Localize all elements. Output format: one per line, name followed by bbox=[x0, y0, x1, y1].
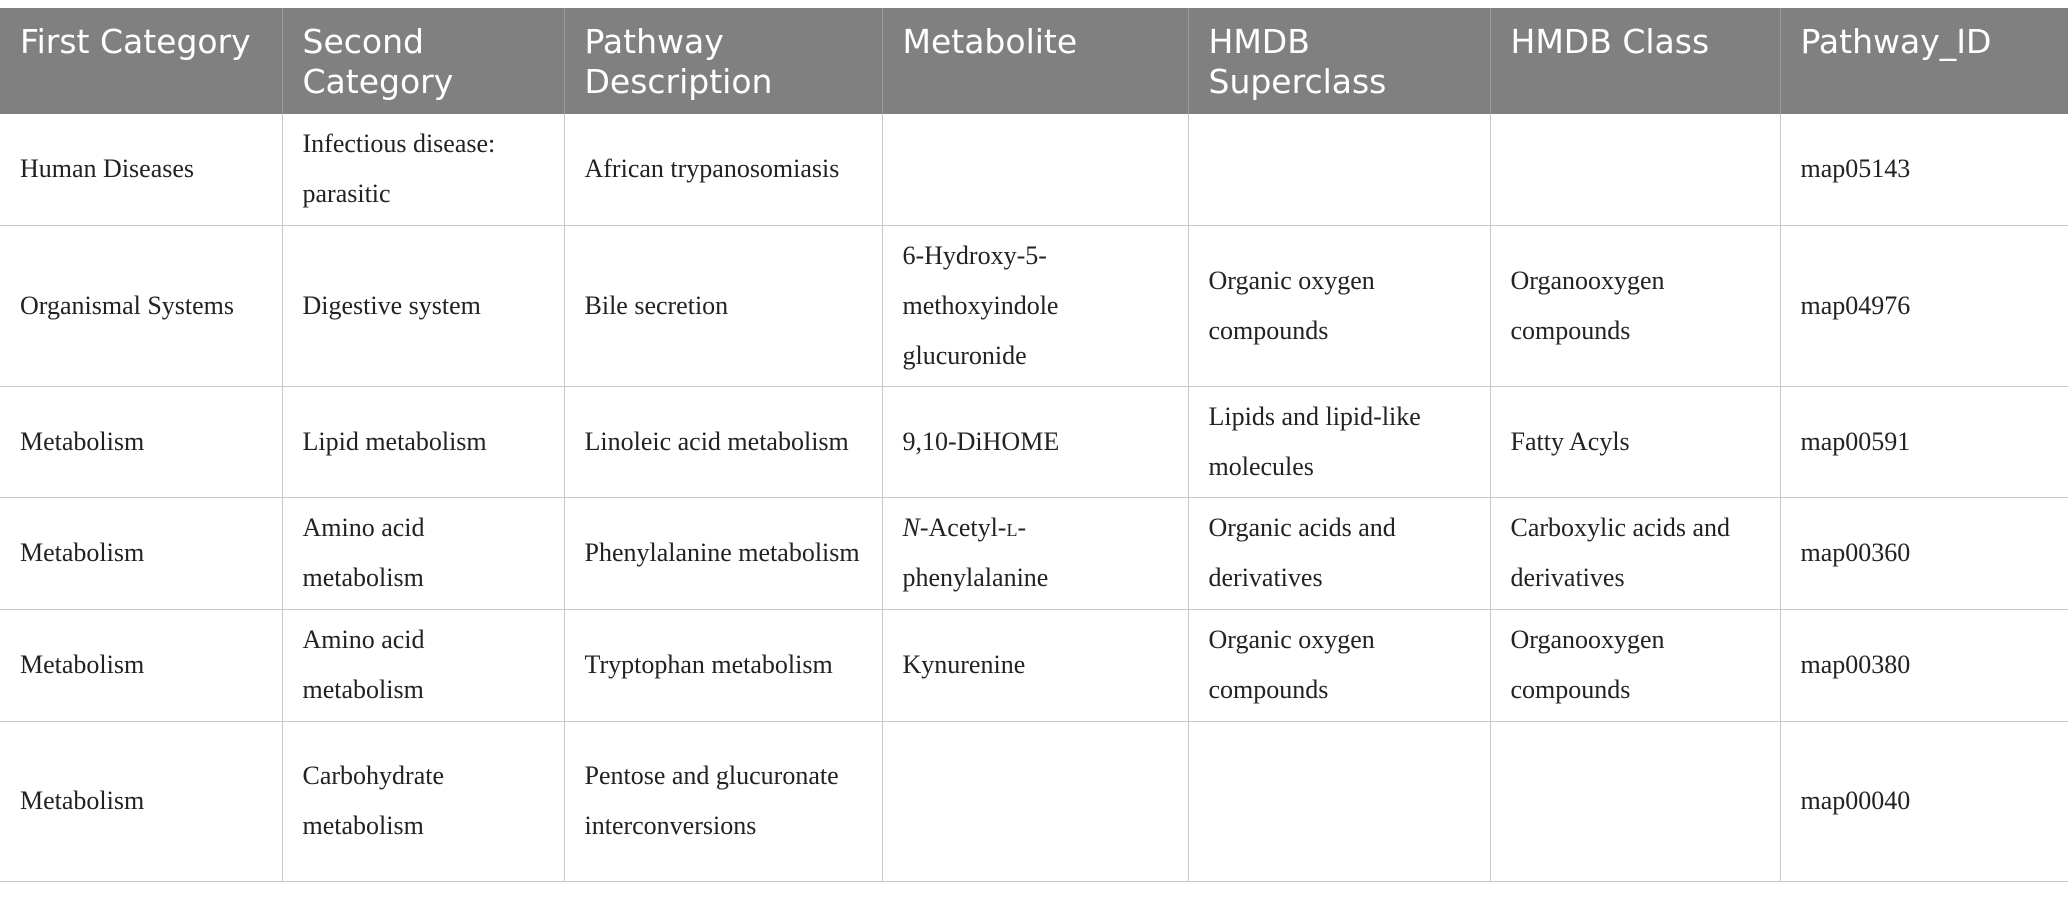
table-row bbox=[0, 114, 2068, 225]
cell-first-category: Human Diseases bbox=[0, 114, 282, 225]
cell-pathway-description: Pentose and glucuronate interconversions bbox=[564, 721, 882, 881]
cell-second-category: Carbohydrate metabolism bbox=[282, 721, 564, 881]
cell-second-category: Digestive system bbox=[282, 225, 564, 386]
cell-hmdb-class bbox=[1490, 114, 1780, 225]
cell-pathway-description: Bile secretion bbox=[564, 225, 882, 386]
cell-metabolite bbox=[882, 497, 1188, 609]
cell-second-category: Lipid metabolism bbox=[282, 386, 564, 497]
cell-hmdb-superclass: Organic oxygen compounds bbox=[1188, 609, 1490, 721]
cell-pathway-id: map00591 bbox=[1780, 386, 2068, 497]
table-row bbox=[0, 225, 2068, 386]
pathway-table-container bbox=[0, 8, 2068, 882]
cell-hmdb-superclass: Organic acids and derivatives bbox=[1188, 497, 1490, 609]
cell-metabolite bbox=[882, 114, 1188, 225]
cell-pathway-description: Linoleic acid metabolism bbox=[564, 386, 882, 497]
cell-second-category: Infectious disease: parasitic bbox=[282, 114, 564, 225]
cell-pathway-description: Phenylalanine metabolism bbox=[564, 497, 882, 609]
cell-pathway-description: African trypanosomiasis bbox=[564, 114, 882, 225]
cell-first-category: Metabolism bbox=[0, 386, 282, 497]
cell-hmdb-superclass bbox=[1188, 721, 1490, 881]
cell-first-category: Organismal Systems bbox=[0, 225, 282, 386]
cell-second-category: Amino acid metabolism bbox=[282, 497, 564, 609]
table-body bbox=[0, 114, 2068, 881]
metabolite-n-prefix: N bbox=[902, 513, 920, 542]
table-row bbox=[0, 386, 2068, 497]
cell-first-category: Metabolism bbox=[0, 609, 282, 721]
cell-hmdb-class: Fatty Acyls bbox=[1490, 386, 1780, 497]
cell-hmdb-superclass bbox=[1188, 114, 1490, 225]
cell-second-category: Amino acid metabolism bbox=[282, 609, 564, 721]
metabolite-suffix: -phenylalanine bbox=[902, 513, 1049, 592]
cell-hmdb-superclass: Lipids and lipid-like molecules bbox=[1188, 386, 1490, 497]
cell-pathway-id: map05143 bbox=[1780, 114, 2068, 225]
cell-pathway-id: map00040 bbox=[1780, 721, 2068, 881]
cell-pathway-id: map04976 bbox=[1780, 225, 2068, 386]
pathway-table bbox=[0, 8, 2068, 882]
cell-pathway-description: Tryptophan metabolism bbox=[564, 609, 882, 721]
table-row bbox=[0, 609, 2068, 721]
cell-metabolite: 6-Hydroxy-5-methoxyindole glucuronide bbox=[882, 225, 1188, 386]
header-hmdb-superclass: HMDB Superclass bbox=[1188, 8, 1490, 114]
header-pathway-description: Pathway Description bbox=[564, 8, 882, 114]
cell-metabolite: Kynurenine bbox=[882, 609, 1188, 721]
cell-hmdb-class: Organooxygen compounds bbox=[1490, 609, 1780, 721]
header-row bbox=[0, 8, 2068, 114]
cell-pathway-id: map00360 bbox=[1780, 497, 2068, 609]
table-row bbox=[0, 497, 2068, 609]
metabolite-l-letter: l bbox=[1006, 513, 1018, 542]
cell-pathway-id: map00380 bbox=[1780, 609, 2068, 721]
header-first-category: First Category bbox=[0, 8, 282, 114]
cell-hmdb-class bbox=[1490, 721, 1780, 881]
cell-metabolite bbox=[882, 721, 1188, 881]
header-metabolite: Metabolite bbox=[882, 8, 1188, 114]
table-row bbox=[0, 721, 2068, 881]
header-hmdb-class: HMDB Class bbox=[1490, 8, 1780, 114]
cell-hmdb-superclass: Organic oxygen compounds bbox=[1188, 225, 1490, 386]
header-second-category: Second Category bbox=[282, 8, 564, 114]
cell-hmdb-class: Carboxylic acids and derivatives bbox=[1490, 497, 1780, 609]
cell-first-category: Metabolism bbox=[0, 497, 282, 609]
cell-hmdb-class: Organooxygen compounds bbox=[1490, 225, 1780, 386]
header-pathway-id: Pathway_ID bbox=[1780, 8, 2068, 114]
cell-metabolite: 9,10-DiHOME bbox=[882, 386, 1188, 497]
cell-first-category: Metabolism bbox=[0, 721, 282, 881]
metabolite-middle: -Acetyl- bbox=[919, 513, 1007, 542]
table-header bbox=[0, 8, 2068, 114]
